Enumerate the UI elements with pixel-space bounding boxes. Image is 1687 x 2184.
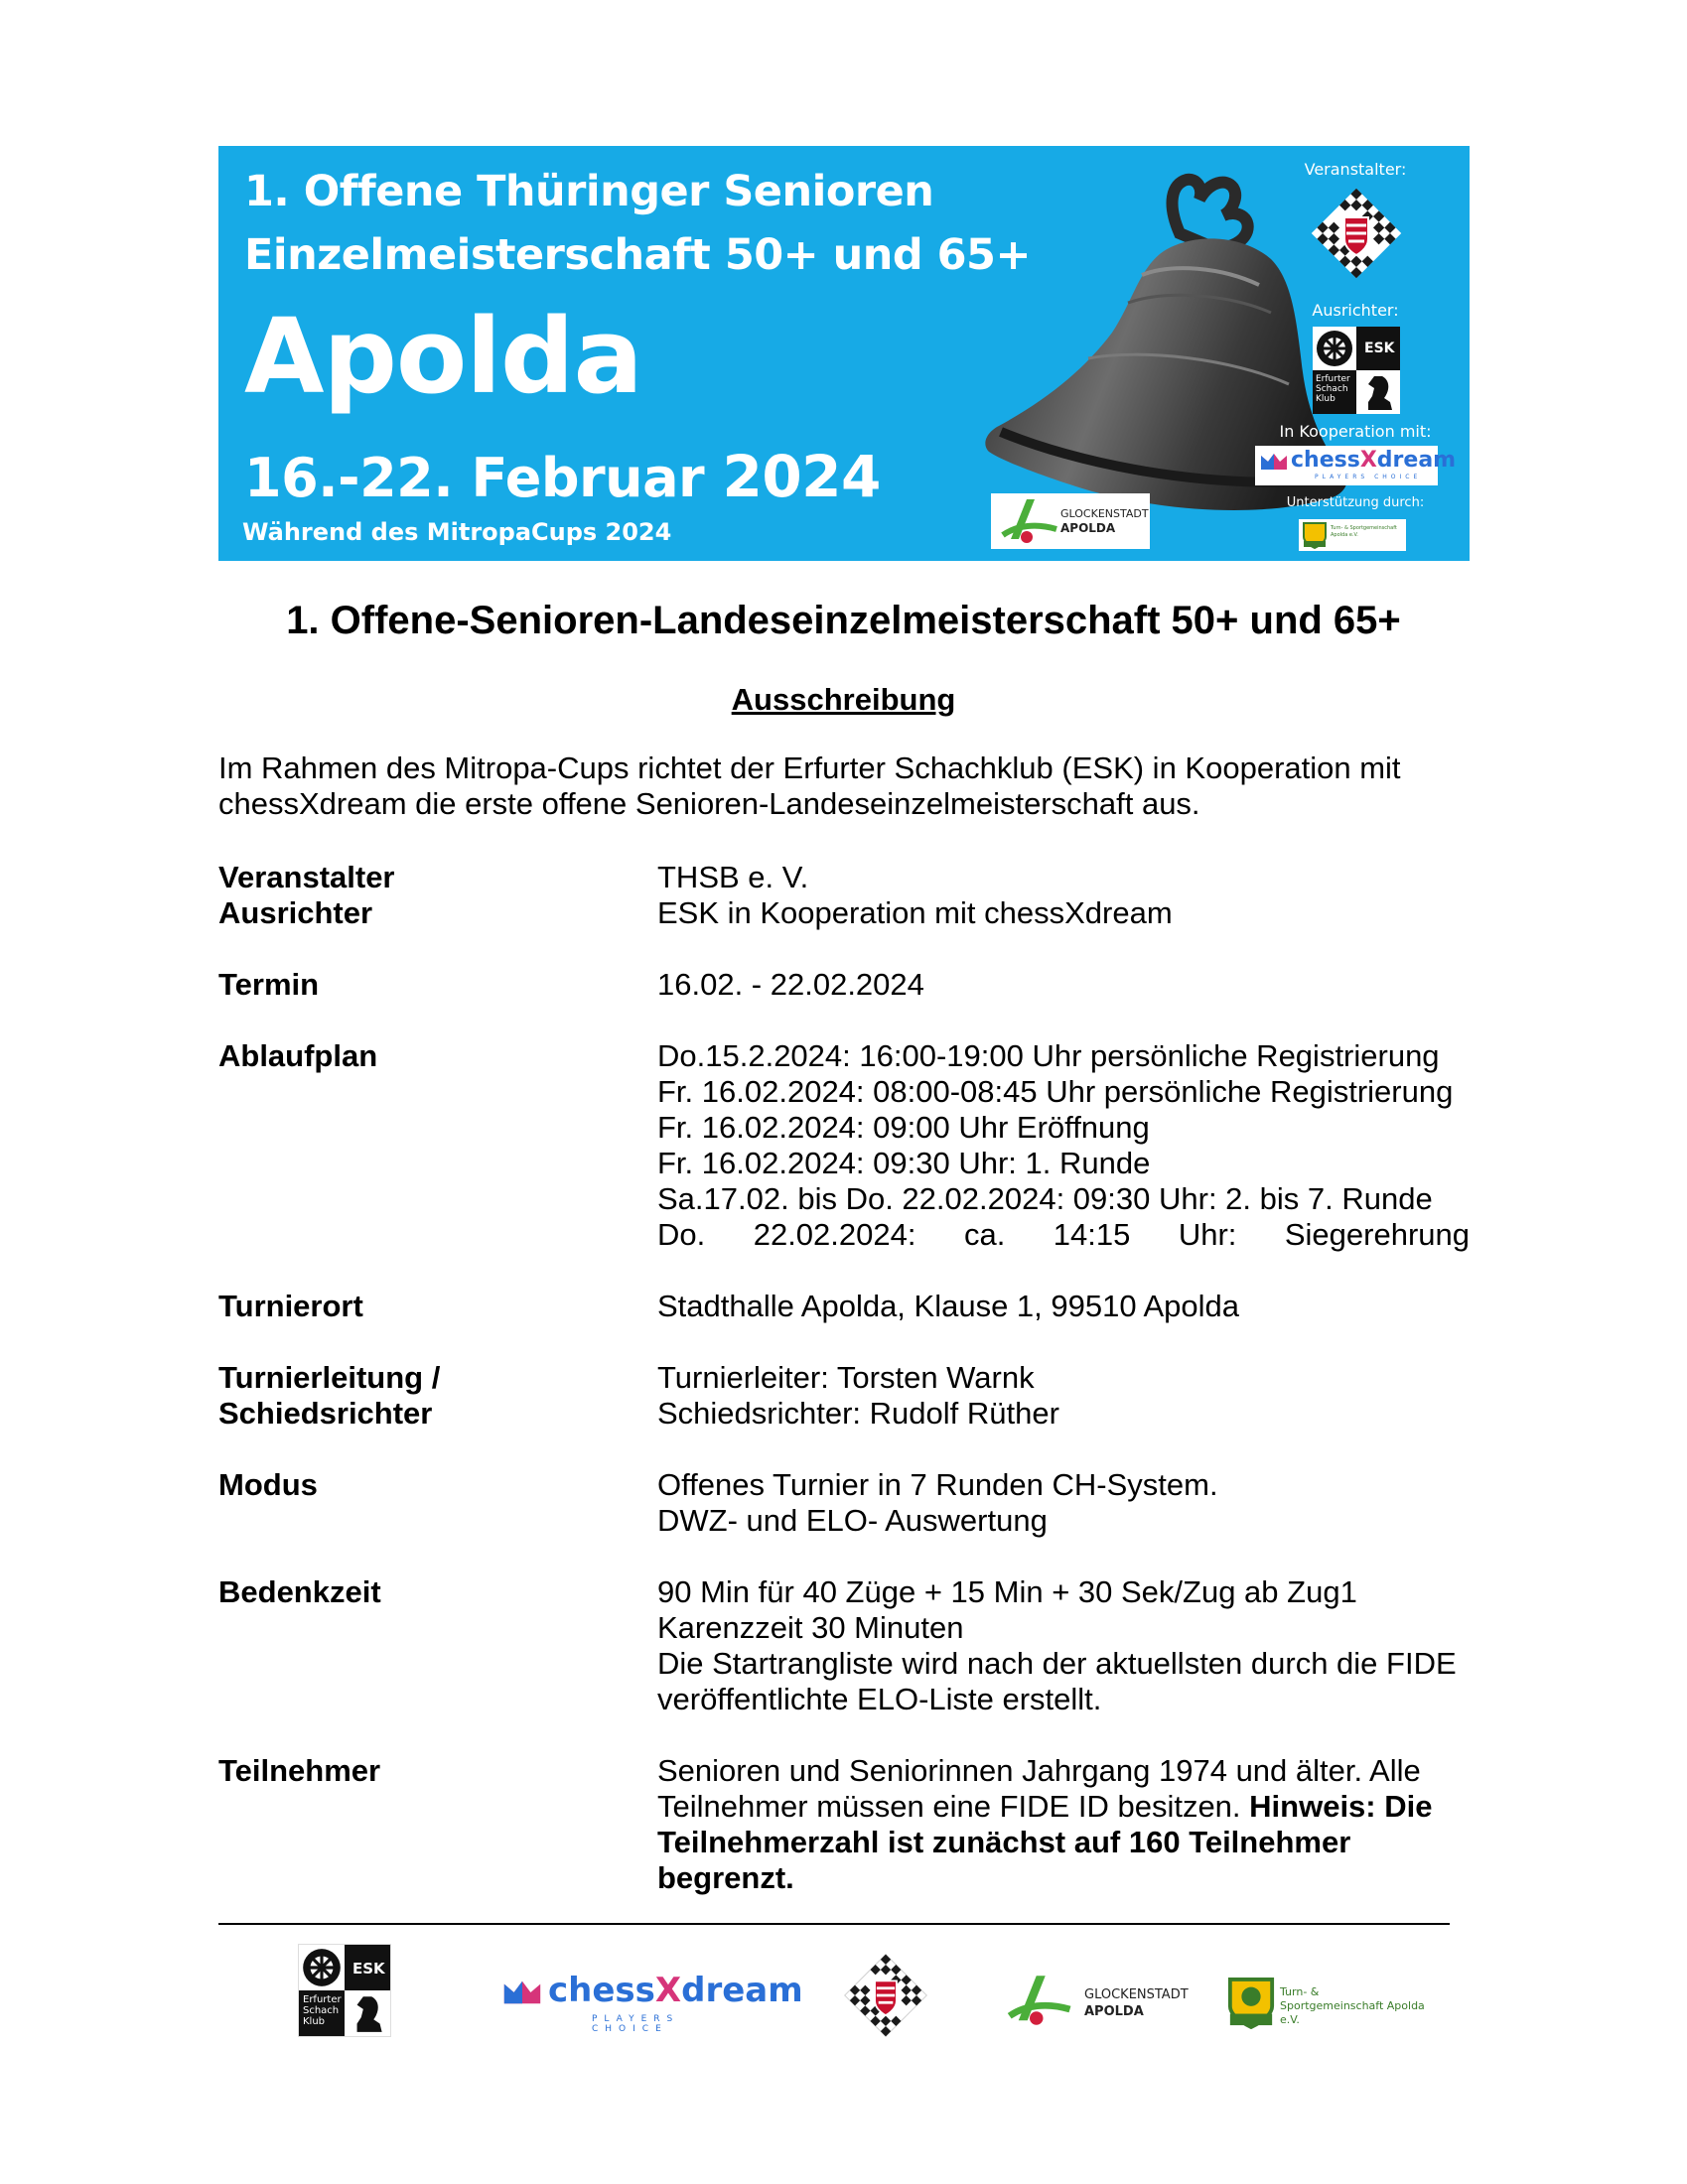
value-bedenkzeit	[657, 1574, 1470, 1717]
value-ausrichter: ESK in Kooperation mit chessXdream	[657, 895, 1173, 930]
value-bedenkzeit-3: Die Startrangliste wird nach der aktuellsten durch die FIDE	[657, 1646, 1457, 1681]
intro-line1: Im Rahmen des Mitropa-Cups richtet der Erfurter Schachklub (ESK) in Kooperation mit	[218, 751, 1401, 785]
glockenstadt-logo-footer	[1003, 1971, 1189, 2030]
glockenstadt-icon	[997, 495, 1060, 547]
esk-name-footer-1: Erfurter	[303, 1994, 342, 2005]
label-teilnehmer: Teilnehmer	[218, 1753, 381, 1788]
label-turnierleitung	[218, 1360, 657, 1432]
value-bedenkzeit-2: Karenzzeit 30 Minuten	[657, 1610, 964, 1645]
tsg-name-footer: Turn- & Sportgemeinschaft Apolda e.V.	[1280, 1985, 1425, 2026]
banner-title-line2: Einzelmeisterschaft 50+ und 65+	[244, 230, 1032, 280]
intro-paragraph	[218, 751, 1470, 822]
row-veranstalter	[218, 860, 1470, 895]
value-teilnehmer	[657, 1753, 1470, 1896]
esk-logo-banner	[1313, 327, 1400, 414]
esk-abbr: ESK	[1364, 341, 1395, 356]
esk-name-1: Erfurter	[1316, 374, 1350, 384]
ablauf-item: Sa.17.02. bis Do. 22.02.2024: 09:30 Uhr: 2. bis 7. Runde	[657, 1181, 1433, 1216]
teilnehmer-hint-2: Teilnehmerzahl ist zunächst auf 160 Teilnehmer	[657, 1825, 1351, 1859]
label-modus: Modus	[218, 1467, 318, 1502]
chessxdream-part-a: chess	[1291, 448, 1360, 473]
label-unterstuetzung: Unterstützung durch:	[1286, 495, 1425, 510]
crown-icon-footer	[500, 1979, 544, 2006]
row-turnierleitung	[218, 1360, 1470, 1432]
details-table	[218, 860, 1470, 1932]
value-bedenkzeit-4: veröffentlichte ELO-Liste erstellt.	[657, 1682, 1102, 1716]
value-teilnehmer-2: Teilnehmer müssen eine FIDE ID besitzen.	[657, 1789, 1250, 1824]
teilnehmer-hint-1: Hinweis: Die	[1249, 1789, 1433, 1824]
glockenstadt-logo	[991, 493, 1150, 549]
glockenstadt-line2: APOLDA	[1060, 521, 1116, 535]
label-kooperation: In Kooperation mit:	[1279, 422, 1432, 441]
value-termin: 16.02. - 22.02.2024	[657, 967, 924, 1002]
esk-name-footer-3: Klub	[303, 2016, 326, 2027]
banner-title	[244, 160, 1031, 287]
value-ablaufplan	[657, 1038, 1470, 1253]
banner-date	[244, 442, 881, 513]
value-bedenkzeit-1: 90 Min für 40 Züge + 15 Min + 30 Sek/Zug ab Zug1	[657, 1574, 1357, 1609]
banner-subtitle: Während des MitropaCups 2024	[242, 518, 672, 546]
intro-line2: chessXdream die erste offene Senioren-Landeseinzelmeisterschaft aus.	[218, 786, 1200, 821]
row-turnierort	[218, 1289, 1470, 1324]
banner-city: Apolda	[244, 296, 642, 417]
document-subtitle: Ausschreibung	[731, 682, 956, 717]
thsb-logo-footer	[844, 1954, 927, 2037]
chessxdream-footer-b: X	[654, 1971, 682, 2010]
esk-abbr-footer: ESK	[352, 1960, 385, 1978]
row-ausrichter	[218, 895, 1470, 931]
chessxdream-footer-c: dream	[681, 1971, 803, 2010]
label-turnierleitung-1: Turnierleitung /	[218, 1360, 441, 1395]
label-veranstalter-doc: Veranstalter	[218, 860, 395, 894]
value-turnierleitung	[657, 1360, 1470, 1432]
chessxdream-tagline-footer: PLAYERS CHOICE	[592, 2014, 680, 2034]
event-banner	[218, 146, 1470, 561]
crown-icon	[1259, 452, 1289, 472]
chessxdream-part-c: dream	[1376, 448, 1457, 473]
value-turnierleiter: Turnierleiter: Torsten Warnk	[657, 1360, 1035, 1395]
value-modus	[657, 1467, 1470, 1539]
row-termin	[218, 967, 1470, 1003]
label-veranstalter: Veranstalter:	[1304, 160, 1407, 179]
glockenstadt-footer-line2: APOLDA	[1084, 2004, 1144, 2019]
tsg-logo-banner	[1299, 519, 1406, 551]
value-modus-1: Offenes Turnier in 7 Runden CH-System.	[657, 1467, 1218, 1502]
chessxdream-wordmark-footer	[548, 1971, 803, 2010]
footer-divider	[218, 1923, 1450, 1925]
chessxdream-logo-footer	[496, 1971, 803, 2034]
glockenstadt-text	[1060, 507, 1149, 536]
glockenstadt-icon-footer	[1003, 1971, 1074, 2030]
esk-name-3: Klub	[1316, 394, 1336, 404]
label-ausrichter: Ausrichter:	[1312, 301, 1399, 320]
esk-name-footer-2: Schach	[303, 2005, 340, 2016]
ablauf-item: Fr. 16.02.2024: 09:30 Uhr: 1. Runde	[657, 1146, 1151, 1180]
value-turnierort: Stadthalle Apolda, Klause 1, 99510 Apolda	[657, 1289, 1240, 1323]
row-modus	[218, 1467, 1470, 1539]
value-teilnehmer-2-line	[657, 1789, 1470, 1825]
banner-date-days: 16.-22. Februar	[244, 447, 723, 509]
value-modus-2: DWZ- und ELO- Auswertung	[657, 1503, 1048, 1538]
chessxdream-logo-banner	[1255, 446, 1457, 485]
label-ablaufplan: Ablaufplan	[218, 1038, 378, 1073]
tsg-logo-footer	[1226, 1976, 1425, 2031]
ablauf-item: Fr. 16.02.2024: 09:00 Uhr Eröffnung	[657, 1110, 1150, 1145]
tsg-shield-icon	[1302, 521, 1328, 549]
chessxdream-part-b: X	[1359, 448, 1377, 473]
banner-date-year: 2024	[722, 443, 881, 510]
row-ablaufplan	[218, 1038, 1470, 1253]
document-title: 1. Offene-Senioren-Landeseinzelmeisterschaft 50+ und 65+	[286, 599, 1401, 642]
ablauf-item: Fr. 16.02.2024: 08:00-08:45 Uhr persönliche Registrierung	[657, 1074, 1454, 1109]
esk-name-footer	[303, 1994, 342, 2027]
chessxdream-tagline: PLAYERS CHOICE	[1315, 474, 1422, 480]
glockenstadt-footer-line1: GLOCKENSTADT	[1084, 1987, 1189, 2002]
value-teilnehmer-1: Senioren und Seniorinnen Jahrgang 1974 und älter. Alle	[657, 1753, 1421, 1788]
teilnehmer-hint-3: begrenzt.	[657, 1860, 794, 1895]
label-ausrichter-doc: Ausrichter	[218, 895, 373, 930]
esk-name-2: Schach	[1316, 384, 1348, 394]
row-teilnehmer	[218, 1753, 1470, 1896]
glockenstadt-text-footer	[1084, 1986, 1189, 2020]
value-schiedsrichter: Schiedsrichter: Rudolf Rüther	[657, 1396, 1059, 1431]
chessxdream-wordmark	[1291, 448, 1456, 474]
label-turnierleitung-2: Schiedsrichter	[218, 1396, 433, 1431]
banner-title-line1: 1. Offene Thüringer Senioren	[244, 167, 934, 216]
ablauf-item: Do. 22.02.2024: ca. 14:15 Uhr: Siegerehrung	[657, 1217, 1470, 1252]
thsb-logo	[1311, 188, 1402, 279]
label-bedenkzeit: Bedenkzeit	[218, 1574, 381, 1609]
esk-logo-footer	[298, 1944, 391, 2037]
banner-sponsor-column	[1241, 146, 1470, 561]
label-termin: Termin	[218, 967, 320, 1002]
esk-name	[1316, 374, 1350, 404]
tsg-shield-icon-footer	[1226, 1976, 1276, 2029]
tsg-name-banner: Turn- & Sportgemeinschaft Apolda e.V.	[1331, 525, 1397, 538]
value-veranstalter: THSB e. V.	[657, 860, 809, 894]
chessxdream-footer-a: chess	[548, 1971, 655, 2010]
ablauf-item: Do.15.2.2024: 16:00-19:00 Uhr persönliche Registrierung	[657, 1038, 1440, 1073]
glockenstadt-line1: GLOCKENSTADT	[1060, 507, 1149, 520]
label-turnierort: Turnierort	[218, 1289, 363, 1323]
row-bedenkzeit	[218, 1574, 1470, 1717]
